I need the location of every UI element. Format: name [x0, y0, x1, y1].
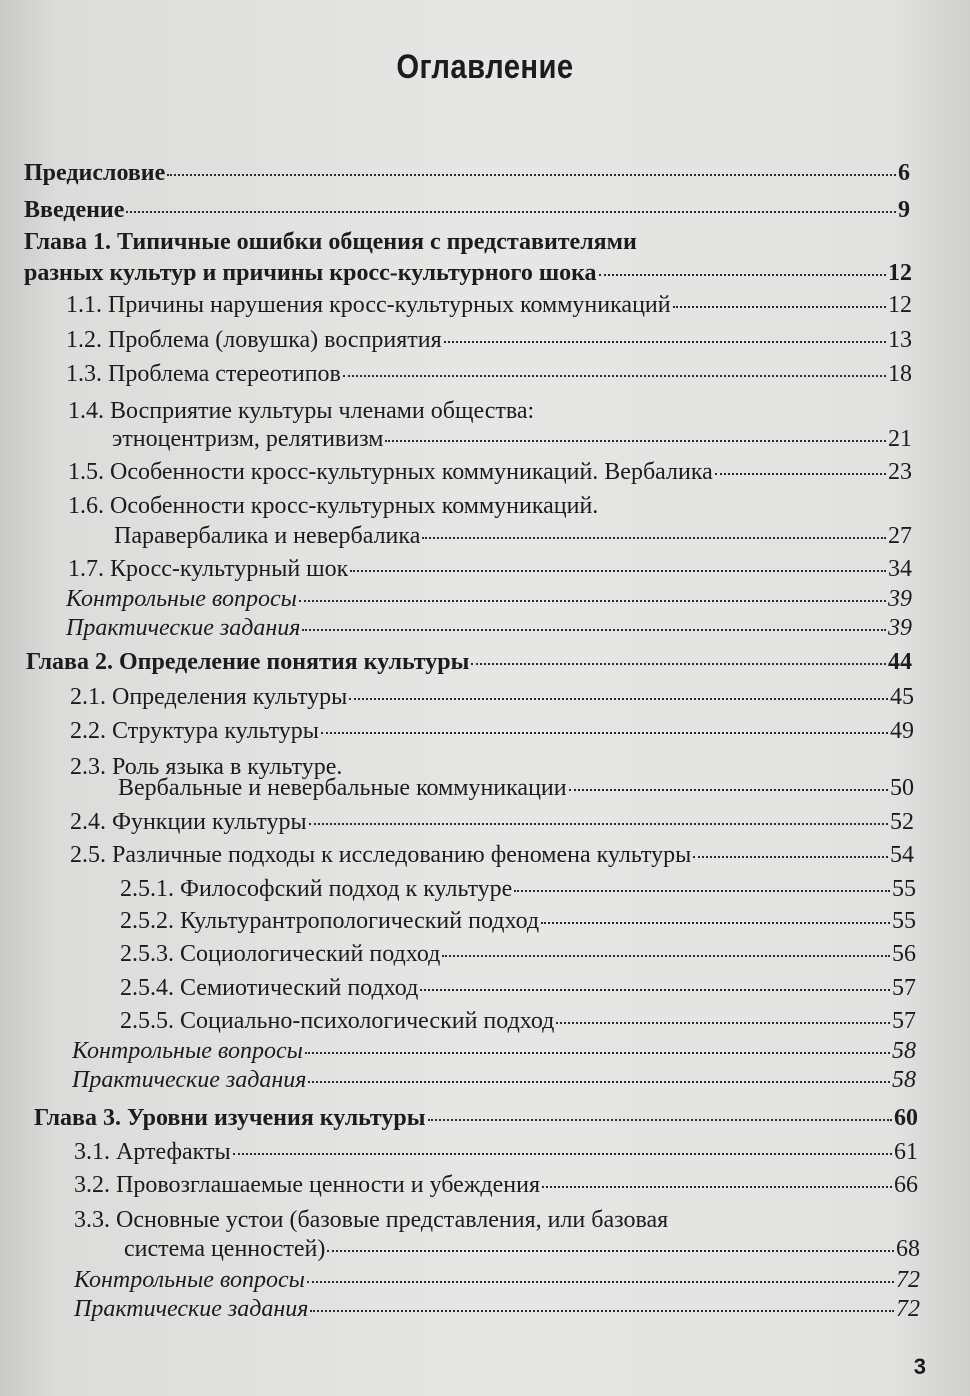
toc-entry-label: 2.1. Определения культуры	[70, 684, 348, 710]
toc-entry-label: Глава 2. Определение понятия культуры	[26, 649, 470, 675]
toc-entry-label: 3.2. Провозглашаемые ценности и убеждения	[74, 1172, 540, 1198]
toc-entry	[120, 973, 916, 1003]
toc-entry-label: 2.2. Структура культуры	[70, 718, 319, 744]
toc-entry-label: 2.5.3. Социологический подход	[120, 941, 441, 967]
toc-entry-label: этноцентризм, релятивизм	[112, 426, 384, 452]
toc-entry-label: 1.7. Кросс-культурный шок	[68, 556, 349, 582]
toc-entry	[72, 1065, 916, 1095]
toc-entry-page: 52	[890, 809, 914, 835]
toc-entry-label: 1.2. Проблема (ловушка) восприятия	[66, 327, 442, 353]
leader-dots	[514, 890, 890, 892]
toc-entry	[66, 325, 912, 355]
leader-dots	[167, 174, 896, 176]
leader-dots	[308, 1081, 890, 1083]
toc-entry-page: 72	[896, 1267, 920, 1293]
toc-entry	[74, 1294, 920, 1324]
toc-entry	[70, 716, 914, 746]
toc-entry-page: 12	[888, 292, 912, 318]
toc-entry-label: 2.5. Различные подходы к исследованию феномена культуры	[70, 842, 692, 868]
toc-entry-page: 13	[888, 327, 912, 353]
toc-entry-page: 9	[898, 197, 910, 223]
leader-dots	[299, 600, 886, 602]
leader-dots	[305, 1052, 890, 1054]
toc-entry-label: Паравербалика и невербалика	[114, 523, 421, 549]
toc-entry-page: 50	[890, 775, 914, 801]
leader-dots	[321, 732, 888, 734]
leader-dots	[126, 211, 896, 213]
toc-entry	[112, 424, 912, 454]
toc-entry-page: 60	[894, 1105, 918, 1131]
toc-entry-page: 23	[888, 459, 912, 485]
leader-dots	[444, 341, 886, 343]
leader-dots	[599, 274, 886, 276]
toc-entry-page: 55	[892, 908, 916, 934]
toc-entry-page: 55	[892, 876, 916, 902]
toc-entry-label: Практические задания	[66, 615, 301, 641]
toc-entry	[124, 1234, 920, 1264]
leader-dots	[569, 789, 888, 791]
toc-entry-page: 21	[888, 426, 912, 452]
toc-entry-page: 68	[896, 1236, 920, 1262]
toc-entry	[120, 939, 916, 969]
toc-entry	[120, 874, 916, 904]
toc-entry	[74, 1170, 918, 1200]
toc-chapter-entry	[24, 258, 912, 288]
toc-entry-page: 57	[892, 975, 916, 1001]
toc-entry-label: 2.5.1. Философский подход к культуре	[120, 876, 513, 902]
toc-entry	[68, 457, 912, 487]
leader-dots	[307, 1281, 894, 1283]
toc-entry-label: Контрольные вопросы	[74, 1267, 305, 1293]
toc-entry-page: 12	[888, 260, 912, 286]
toc-chapter-entry	[26, 647, 912, 677]
leader-dots	[428, 1119, 893, 1121]
toc-entry-label: 1.1. Причины нарушения кросс-культурных коммуникаций	[66, 292, 671, 318]
toc-entry-page: 34	[888, 556, 912, 582]
toc-entry-label: 2.4. Функции культуры	[70, 809, 307, 835]
toc-entry-label: Практические задания	[72, 1067, 307, 1093]
toc-entry-page: 66	[894, 1172, 918, 1198]
leader-dots	[343, 375, 886, 377]
toc-entry-page: 44	[888, 649, 912, 675]
leader-dots	[327, 1250, 894, 1252]
toc-entry-label: Предисловие	[24, 160, 166, 186]
leader-dots	[309, 823, 888, 825]
toc-entry	[70, 682, 914, 712]
toc-entry-page: 45	[890, 684, 914, 710]
toc-entry-page: 39	[888, 586, 912, 612]
leader-dots	[471, 663, 886, 665]
toc-entry-page: 6	[898, 160, 910, 186]
page-number: 3	[913, 1354, 926, 1379]
toc-entry-label: Практические задания	[74, 1296, 309, 1322]
toc-entry-page: 58	[892, 1038, 916, 1064]
leader-dots	[349, 698, 888, 700]
leader-dots	[556, 1022, 890, 1024]
toc-entry-page: 56	[892, 941, 916, 967]
toc-entry-page: 72	[896, 1296, 920, 1322]
toc-entry-label: Контрольные вопросы	[72, 1038, 303, 1064]
toc-entry-label: 2.5.2. Культурантропологический подход	[120, 908, 540, 934]
leader-dots	[541, 922, 890, 924]
page-title: Оглавление	[396, 48, 574, 86]
leader-dots	[442, 955, 890, 957]
toc-entry-page: 54	[890, 842, 914, 868]
leader-dots	[302, 629, 886, 631]
leader-dots	[350, 570, 886, 572]
toc-entry-page: 49	[890, 718, 914, 744]
toc-entry	[68, 554, 912, 584]
toc-entry	[66, 359, 912, 389]
toc-entry-label: система ценностей)	[124, 1236, 326, 1262]
toc-entry	[24, 195, 910, 225]
toc-entry-line1: 1.4. Восприятие культуры членами общества:	[68, 398, 535, 424]
toc-entry	[118, 773, 914, 803]
toc-entry-page: 61	[894, 1139, 918, 1165]
toc-entry-line1: 1.6. Особенности кросс-культурных коммуникаций.	[68, 493, 599, 519]
leader-dots	[542, 1186, 892, 1188]
toc-entry	[72, 1036, 916, 1066]
toc-entry	[66, 584, 912, 614]
toc-entry	[114, 521, 912, 551]
toc-entry-label: 3.1. Артефакты	[74, 1139, 231, 1165]
toc-entry-page: 27	[888, 523, 912, 549]
toc-entry	[74, 1265, 920, 1295]
toc-entry	[120, 906, 916, 936]
leader-dots	[233, 1153, 892, 1155]
leader-dots	[310, 1310, 894, 1312]
toc-entry-page: 18	[888, 361, 912, 387]
toc-entry-label: 1.3. Проблема стереотипов	[66, 361, 341, 387]
leader-dots	[693, 856, 888, 858]
toc-entry-page: 58	[892, 1067, 916, 1093]
toc-entry-line1: 3.3. Основные устои (базовые представления, или базовая	[74, 1207, 669, 1233]
toc-entry-page: 57	[892, 1008, 916, 1034]
toc-entry-line1: Глава 1. Типичные ошибки общения с представителями	[24, 229, 637, 255]
toc-entry	[70, 840, 914, 870]
leader-dots	[715, 473, 886, 475]
toc-entry-label: 2.5.5. Социально-психологический подход	[120, 1008, 555, 1034]
toc-entry-label: разных культур и причины кросс-культурного шока	[24, 260, 597, 286]
toc-entry	[66, 613, 912, 643]
toc-entry-page: 39	[888, 615, 912, 641]
leader-dots	[422, 537, 886, 539]
leader-dots	[385, 440, 886, 442]
toc-entry-label: Введение	[24, 197, 125, 223]
leader-dots	[673, 306, 886, 308]
toc-entry-label: Глава 3. Уровни изучения культуры	[34, 1105, 426, 1131]
toc-entry-label: 2.5.4. Семиотический подход	[120, 975, 419, 1001]
toc-entry	[24, 158, 910, 188]
toc-entry	[120, 1006, 916, 1036]
toc-entry	[70, 807, 914, 837]
toc-entry-label: 1.5. Особенности кросс-культурных коммуникаций. Вербалика	[68, 459, 713, 485]
toc-entry	[66, 290, 912, 320]
toc-entry-line1: 2.3. Роль языка в культуре.	[70, 754, 343, 780]
toc-chapter-entry	[34, 1103, 918, 1133]
toc-entry-label: Вербальные и невербальные коммуникации	[118, 775, 567, 801]
toc-entry	[74, 1137, 918, 1167]
toc-entry-label: Контрольные вопросы	[66, 586, 297, 612]
leader-dots	[420, 989, 890, 991]
